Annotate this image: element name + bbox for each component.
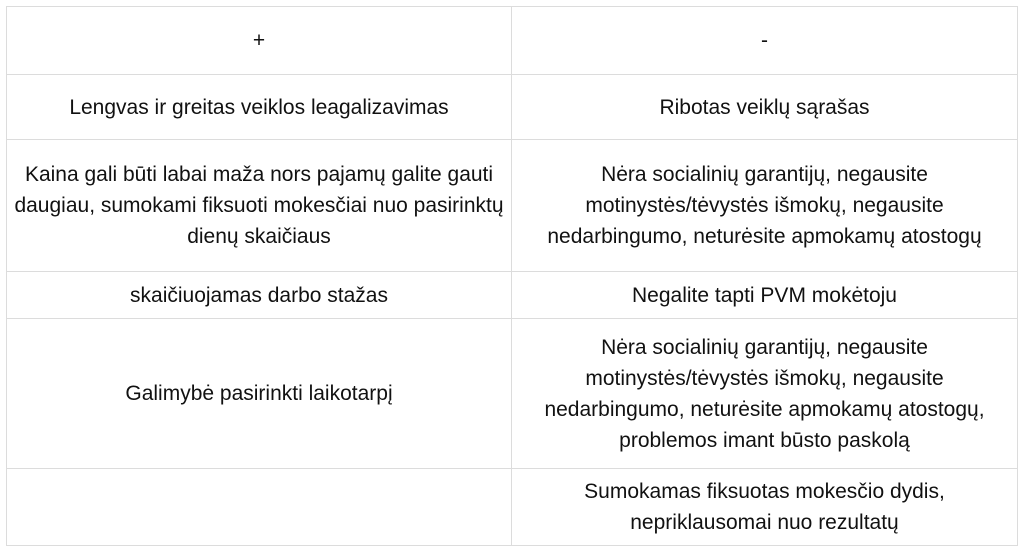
con-cell: Sumokamas fiksuotas mokesčio dydis, nepriklausomai nuo rezultatų: [512, 469, 1018, 546]
pros-cons-table: [6, 6, 1018, 546]
header-plus: +: [7, 7, 512, 75]
table-row: [7, 140, 1018, 272]
pro-cell: Galimybė pasirinkti laikotarpį: [7, 319, 512, 469]
pro-cell: Kaina gali būti labai maža nors pajamų galite gauti daugiau, sumokami fiksuoti mokesčiai nuo pasirinktų dienų skaičiaus: [7, 140, 512, 272]
pro-cell: skaičiuojamas darbo stažas: [7, 272, 512, 319]
table-row: [7, 75, 1018, 140]
table-row: [7, 272, 1018, 319]
con-cell: Nėra socialinių garantijų, negausite motinystės/tėvystės išmokų, negausite nedarbingumo, neturėsite apmokamų atostogų, problemos imant būsto paskolą: [512, 319, 1018, 469]
header-minus: -: [512, 7, 1018, 75]
table-header-row: [7, 7, 1018, 75]
pros-cons-table-container: [6, 6, 1017, 546]
pro-cell: [7, 469, 512, 546]
table-row: [7, 319, 1018, 469]
con-cell: Nėra socialinių garantijų, negausite motinystės/tėvystės išmokų, negausite nedarbingumo, neturėsite apmokamų atostogų: [512, 140, 1018, 272]
con-cell: Negalite tapti PVM mokėtoju: [512, 272, 1018, 319]
pro-cell: Lengvas ir greitas veiklos leagalizavimas: [7, 75, 512, 140]
con-cell: Ribotas veiklų sąrašas: [512, 75, 1018, 140]
table-row: [7, 469, 1018, 546]
